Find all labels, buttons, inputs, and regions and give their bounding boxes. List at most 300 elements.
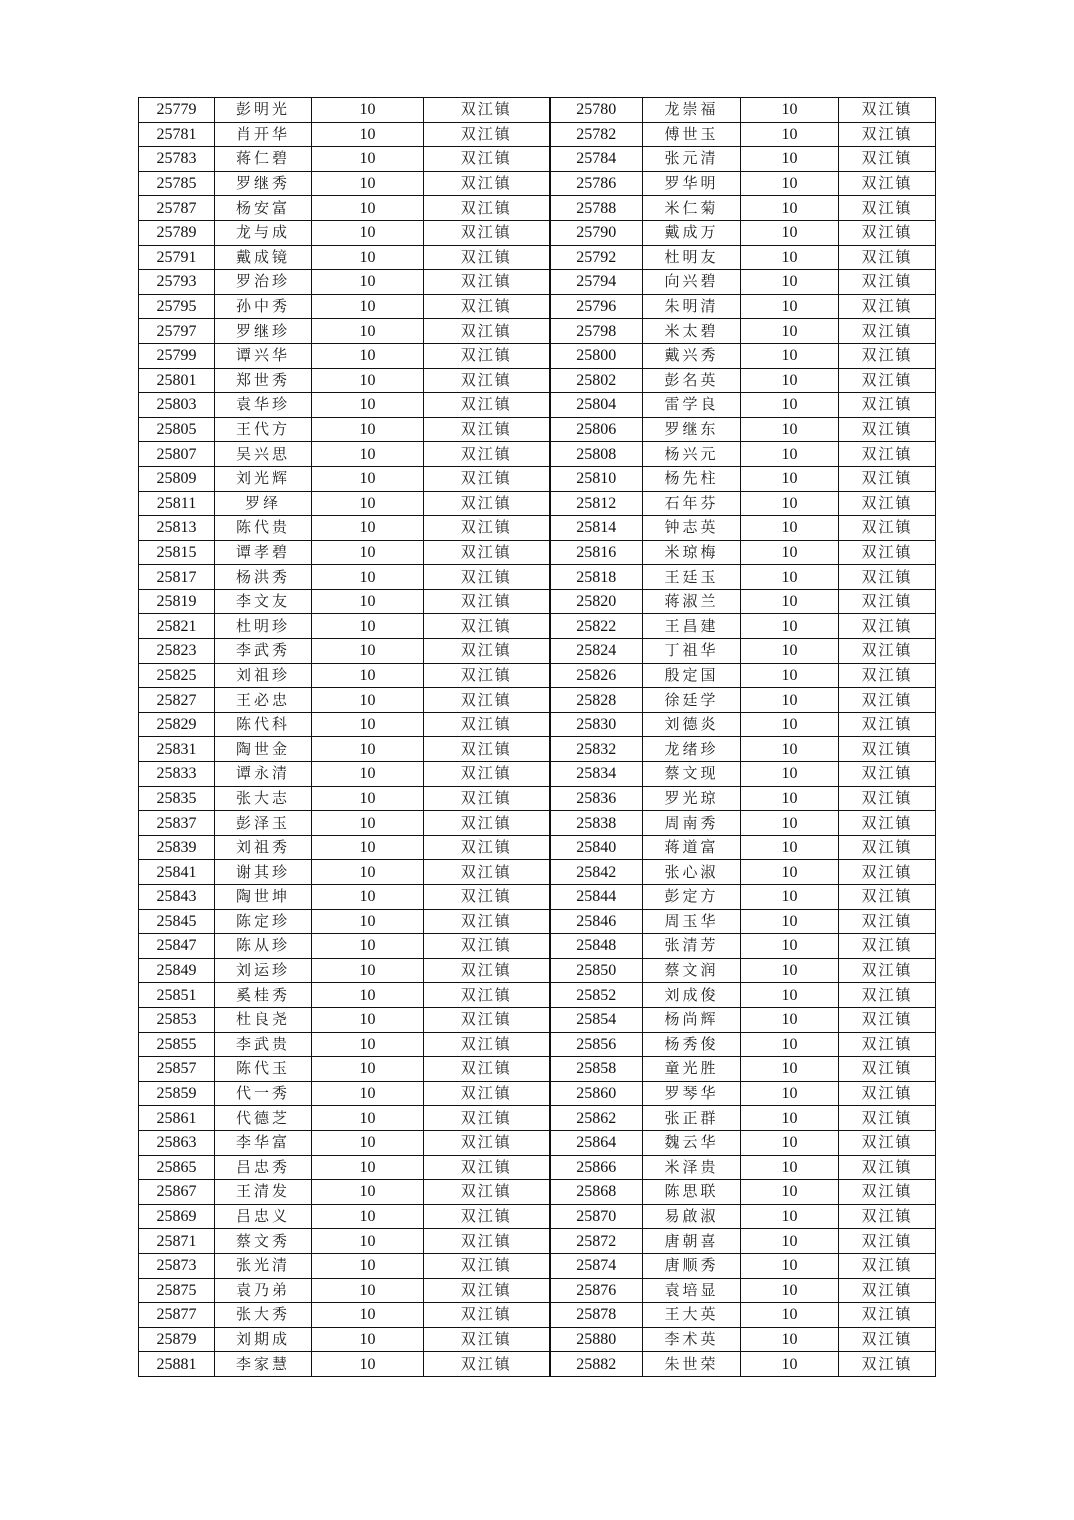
town-cell: 双江镇 [839,811,936,836]
amount-cell: 10 [312,417,424,442]
table-body [139,98,936,1377]
name-cell: 张清芳 [643,934,741,959]
amount-cell: 10 [312,122,424,147]
town-cell: 双江镇 [839,1278,936,1303]
id-cell: 25785 [139,171,215,196]
name-cell: 杨兴元 [643,442,741,467]
name-cell: 李家慧 [215,1352,312,1377]
table-row [139,171,936,196]
name-cell: 刘德炎 [643,712,741,737]
id-cell: 25858 [550,1057,643,1082]
amount-cell: 10 [741,762,839,787]
name-cell: 孙中秀 [215,294,312,319]
name-cell: 唐朝喜 [643,1229,741,1254]
town-cell: 双江镇 [424,417,550,442]
name-cell: 丁祖华 [643,639,741,664]
id-cell: 25784 [550,147,643,172]
table-row [139,786,936,811]
name-cell: 陶世坤 [215,885,312,910]
amount-cell: 10 [741,565,839,590]
name-cell: 袁华珍 [215,393,312,418]
town-cell: 双江镇 [424,1327,550,1352]
table-row [139,220,936,245]
amount-cell: 10 [741,466,839,491]
table-row [139,98,936,123]
amount-cell: 10 [312,688,424,713]
amount-cell: 10 [312,934,424,959]
name-cell: 易啟淑 [643,1204,741,1229]
town-cell: 双江镇 [839,1327,936,1352]
name-cell: 李术英 [643,1327,741,1352]
town-cell: 双江镇 [424,1253,550,1278]
name-cell: 代一秀 [215,1081,312,1106]
name-cell: 张正群 [643,1106,741,1131]
name-cell: 蔡文润 [643,958,741,983]
amount-cell: 10 [741,786,839,811]
id-cell: 25871 [139,1229,215,1254]
name-cell: 彭定方 [643,885,741,910]
recipient-table [138,97,936,1377]
amount-cell: 10 [312,368,424,393]
town-cell: 双江镇 [839,1229,936,1254]
id-cell: 25790 [550,220,643,245]
amount-cell: 10 [741,639,839,664]
amount-cell: 10 [741,442,839,467]
name-cell: 刘祖秀 [215,835,312,860]
name-cell: 谭孝碧 [215,540,312,565]
id-cell: 25861 [139,1106,215,1131]
id-cell: 25817 [139,565,215,590]
amount-cell: 10 [312,442,424,467]
town-cell: 双江镇 [424,1130,550,1155]
town-cell: 双江镇 [424,835,550,860]
id-cell: 25841 [139,860,215,885]
name-cell: 刘期成 [215,1327,312,1352]
town-cell: 双江镇 [839,491,936,516]
name-cell: 戴兴秀 [643,343,741,368]
town-cell: 双江镇 [839,786,936,811]
name-cell: 唐顺秀 [643,1253,741,1278]
table-row [139,466,936,491]
id-cell: 25801 [139,368,215,393]
name-cell: 杜明友 [643,245,741,270]
id-cell: 25873 [139,1253,215,1278]
name-cell: 杨先柱 [643,466,741,491]
town-cell: 双江镇 [424,393,550,418]
amount-cell: 10 [312,1130,424,1155]
table-row [139,1352,936,1377]
id-cell: 25864 [550,1130,643,1155]
id-cell: 25807 [139,442,215,467]
amount-cell: 10 [741,1106,839,1131]
town-cell: 双江镇 [839,122,936,147]
id-cell: 25846 [550,909,643,934]
id-cell: 25852 [550,983,643,1008]
name-cell: 彭名英 [643,368,741,393]
amount-cell: 10 [312,1303,424,1328]
town-cell: 双江镇 [424,171,550,196]
id-cell: 25854 [550,1007,643,1032]
id-cell: 25830 [550,712,643,737]
amount-cell: 10 [312,1106,424,1131]
name-cell: 李武秀 [215,639,312,664]
amount-cell: 10 [741,835,839,860]
amount-cell: 10 [741,1229,839,1254]
name-cell: 罗继东 [643,417,741,442]
name-cell: 雷学良 [643,393,741,418]
id-cell: 25879 [139,1327,215,1352]
town-cell: 双江镇 [424,1106,550,1131]
table-row [139,147,936,172]
name-cell: 龙绪珍 [643,737,741,762]
name-cell: 米仁菊 [643,196,741,221]
amount-cell: 10 [741,1057,839,1082]
name-cell: 罗华明 [643,171,741,196]
table-row [139,196,936,221]
name-cell: 王必忠 [215,688,312,713]
table-row [139,983,936,1008]
id-cell: 25865 [139,1155,215,1180]
town-cell: 双江镇 [839,368,936,393]
table-row [139,1303,936,1328]
amount-cell: 10 [741,688,839,713]
town-cell: 双江镇 [424,491,550,516]
amount-cell: 10 [741,171,839,196]
amount-cell: 10 [312,1352,424,1377]
amount-cell: 10 [741,491,839,516]
name-cell: 杨尚辉 [643,1007,741,1032]
name-cell: 李华富 [215,1130,312,1155]
id-cell: 25851 [139,983,215,1008]
amount-cell: 10 [312,1327,424,1352]
id-cell: 25816 [550,540,643,565]
table-row [139,294,936,319]
id-cell: 25859 [139,1081,215,1106]
amount-cell: 10 [741,1303,839,1328]
town-cell: 双江镇 [424,688,550,713]
table-row [139,417,936,442]
id-cell: 25781 [139,122,215,147]
id-cell: 25881 [139,1352,215,1377]
id-cell: 25835 [139,786,215,811]
town-cell: 双江镇 [424,1081,550,1106]
amount-cell: 10 [312,762,424,787]
name-cell: 刘成俊 [643,983,741,1008]
id-cell: 25843 [139,885,215,910]
town-cell: 双江镇 [424,1278,550,1303]
table-row [139,516,936,541]
name-cell: 肖开华 [215,122,312,147]
town-cell: 双江镇 [424,270,550,295]
name-cell: 谢其珍 [215,860,312,885]
town-cell: 双江镇 [839,171,936,196]
town-cell: 双江镇 [839,639,936,664]
id-cell: 25796 [550,294,643,319]
table-row [139,663,936,688]
amount-cell: 10 [741,1032,839,1057]
town-cell: 双江镇 [424,368,550,393]
amount-cell: 10 [312,589,424,614]
id-cell: 25868 [550,1180,643,1205]
amount-cell: 10 [312,909,424,934]
id-cell: 25863 [139,1130,215,1155]
name-cell: 蒋仁碧 [215,147,312,172]
town-cell: 双江镇 [839,614,936,639]
name-cell: 米琼梅 [643,540,741,565]
id-cell: 25823 [139,639,215,664]
amount-cell: 10 [741,245,839,270]
town-cell: 双江镇 [839,1081,936,1106]
town-cell: 双江镇 [424,1032,550,1057]
amount-cell: 10 [741,1253,839,1278]
id-cell: 25862 [550,1106,643,1131]
name-cell: 杜良尧 [215,1007,312,1032]
amount-cell: 10 [312,1057,424,1082]
amount-cell: 10 [312,1229,424,1254]
amount-cell: 10 [741,122,839,147]
town-cell: 双江镇 [424,1180,550,1205]
amount-cell: 10 [741,1278,839,1303]
name-cell: 王代方 [215,417,312,442]
id-cell: 25803 [139,393,215,418]
name-cell: 袁乃弟 [215,1278,312,1303]
amount-cell: 10 [741,909,839,934]
amount-cell: 10 [741,934,839,959]
name-cell: 袁培显 [643,1278,741,1303]
town-cell: 双江镇 [424,122,550,147]
table-row [139,1007,936,1032]
name-cell: 向兴碧 [643,270,741,295]
id-cell: 25878 [550,1303,643,1328]
town-cell: 双江镇 [424,466,550,491]
id-cell: 25833 [139,762,215,787]
name-cell: 蒋淑兰 [643,589,741,614]
id-cell: 25872 [550,1229,643,1254]
amount-cell: 10 [741,811,839,836]
id-cell: 25844 [550,885,643,910]
amount-cell: 10 [741,343,839,368]
town-cell: 双江镇 [424,614,550,639]
town-cell: 双江镇 [839,1106,936,1131]
name-cell: 徐廷学 [643,688,741,713]
amount-cell: 10 [741,1352,839,1377]
id-cell: 25856 [550,1032,643,1057]
amount-cell: 10 [741,885,839,910]
table-row [139,1130,936,1155]
name-cell: 周南秀 [643,811,741,836]
amount-cell: 10 [312,220,424,245]
amount-cell: 10 [741,712,839,737]
town-cell: 双江镇 [424,98,550,123]
id-cell: 25832 [550,737,643,762]
table-row [139,589,936,614]
town-cell: 双江镇 [424,1352,550,1377]
amount-cell: 10 [312,98,424,123]
id-cell: 25829 [139,712,215,737]
amount-cell: 10 [312,958,424,983]
town-cell: 双江镇 [424,737,550,762]
name-cell: 戴成镜 [215,245,312,270]
name-cell: 罗治珍 [215,270,312,295]
id-cell: 25839 [139,835,215,860]
name-cell: 陈代科 [215,712,312,737]
id-cell: 25812 [550,491,643,516]
name-cell: 陈从珍 [215,934,312,959]
name-cell: 钟志英 [643,516,741,541]
id-cell: 25819 [139,589,215,614]
name-cell: 傅世玉 [643,122,741,147]
town-cell: 双江镇 [839,343,936,368]
town-cell: 双江镇 [424,1057,550,1082]
name-cell: 杜明珍 [215,614,312,639]
town-cell: 双江镇 [839,540,936,565]
amount-cell: 10 [312,565,424,590]
name-cell: 张心淑 [643,860,741,885]
name-cell: 魏云华 [643,1130,741,1155]
id-cell: 25848 [550,934,643,959]
id-cell: 25783 [139,147,215,172]
name-cell: 张大秀 [215,1303,312,1328]
town-cell: 双江镇 [839,1352,936,1377]
town-cell: 双江镇 [839,319,936,344]
id-cell: 25802 [550,368,643,393]
id-cell: 25814 [550,516,643,541]
id-cell: 25828 [550,688,643,713]
name-cell: 刘光辉 [215,466,312,491]
name-cell: 李文友 [215,589,312,614]
table-row [139,1278,936,1303]
table-row [139,958,936,983]
id-cell: 25880 [550,1327,643,1352]
amount-cell: 10 [312,1278,424,1303]
id-cell: 25826 [550,663,643,688]
id-cell: 25789 [139,220,215,245]
table-row [139,835,936,860]
name-cell: 吴兴思 [215,442,312,467]
amount-cell: 10 [312,712,424,737]
table-row [139,442,936,467]
town-cell: 双江镇 [424,712,550,737]
name-cell: 罗琴华 [643,1081,741,1106]
id-cell: 25840 [550,835,643,860]
table-row [139,860,936,885]
table-row [139,491,936,516]
name-cell: 王廷玉 [643,565,741,590]
id-cell: 25875 [139,1278,215,1303]
table-row [139,565,936,590]
table-row [139,712,936,737]
name-cell: 龙崇福 [643,98,741,123]
amount-cell: 10 [312,1155,424,1180]
town-cell: 双江镇 [424,319,550,344]
amount-cell: 10 [312,1253,424,1278]
town-cell: 双江镇 [424,983,550,1008]
id-cell: 25798 [550,319,643,344]
table-row [139,245,936,270]
town-cell: 双江镇 [839,1180,936,1205]
town-cell: 双江镇 [424,639,550,664]
name-cell: 米泽贵 [643,1155,741,1180]
id-cell: 25792 [550,245,643,270]
town-cell: 双江镇 [424,1204,550,1229]
amount-cell: 10 [312,983,424,1008]
id-cell: 25787 [139,196,215,221]
town-cell: 双江镇 [839,1032,936,1057]
name-cell: 杨秀俊 [643,1032,741,1057]
id-cell: 25818 [550,565,643,590]
id-cell: 25780 [550,98,643,123]
town-cell: 双江镇 [839,688,936,713]
table-row [139,1106,936,1131]
amount-cell: 10 [312,737,424,762]
table-row [139,1057,936,1082]
amount-cell: 10 [312,270,424,295]
amount-cell: 10 [741,220,839,245]
amount-cell: 10 [741,147,839,172]
amount-cell: 10 [312,196,424,221]
name-cell: 吕忠义 [215,1204,312,1229]
name-cell: 吕忠秀 [215,1155,312,1180]
name-cell: 龙与成 [215,220,312,245]
table-row [139,1253,936,1278]
table-row [139,343,936,368]
town-cell: 双江镇 [424,540,550,565]
id-cell: 25800 [550,343,643,368]
amount-cell: 10 [312,1204,424,1229]
id-cell: 25876 [550,1278,643,1303]
table-row [139,1229,936,1254]
id-cell: 25808 [550,442,643,467]
name-cell: 罗绎 [215,491,312,516]
amount-cell: 10 [312,811,424,836]
town-cell: 双江镇 [839,712,936,737]
id-cell: 25788 [550,196,643,221]
amount-cell: 10 [741,663,839,688]
id-cell: 25779 [139,98,215,123]
name-cell: 杨安富 [215,196,312,221]
amount-cell: 10 [741,1081,839,1106]
name-cell: 朱世荣 [643,1352,741,1377]
id-cell: 25809 [139,466,215,491]
name-cell: 郑世秀 [215,368,312,393]
name-cell: 张大志 [215,786,312,811]
town-cell: 双江镇 [839,270,936,295]
amount-cell: 10 [741,589,839,614]
name-cell: 陶世金 [215,737,312,762]
amount-cell: 10 [741,319,839,344]
id-cell: 25815 [139,540,215,565]
table-row [139,639,936,664]
id-cell: 25882 [550,1352,643,1377]
table-row [139,1180,936,1205]
amount-cell: 10 [741,737,839,762]
amount-cell: 10 [741,1204,839,1229]
amount-cell: 10 [741,196,839,221]
name-cell: 罗光琼 [643,786,741,811]
name-cell: 奚桂秀 [215,983,312,1008]
amount-cell: 10 [312,147,424,172]
id-cell: 25810 [550,466,643,491]
amount-cell: 10 [741,1180,839,1205]
town-cell: 双江镇 [839,860,936,885]
amount-cell: 10 [312,1081,424,1106]
amount-cell: 10 [312,393,424,418]
id-cell: 25855 [139,1032,215,1057]
town-cell: 双江镇 [839,294,936,319]
amount-cell: 10 [312,1180,424,1205]
town-cell: 双江镇 [839,1253,936,1278]
id-cell: 25821 [139,614,215,639]
